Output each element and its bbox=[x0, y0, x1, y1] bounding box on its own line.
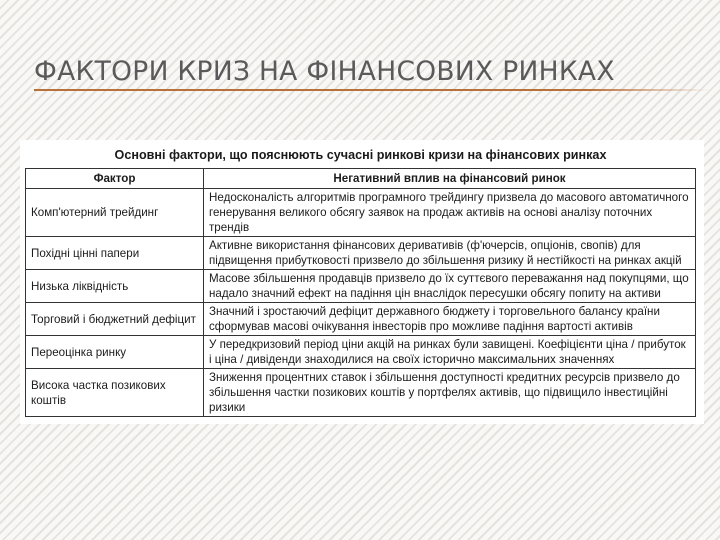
header-impact: Негативний вплив на фінансовий ринок bbox=[204, 169, 696, 189]
impact-cell: Недосконалість алгоритмів програмного трейдингу призвела до масового автоматичного генерування великого обсягу заявок на продаж активів на основі аналізу поточних трендів bbox=[204, 189, 696, 237]
table-row bbox=[26, 369, 696, 417]
factor-cell: Низька ліквідність bbox=[26, 270, 204, 303]
table-row bbox=[26, 237, 696, 270]
table-card bbox=[20, 140, 704, 424]
slide-title: ФАКТОРИ КРИЗ НА ФІНАНСОВИХ РИНКАХ bbox=[34, 56, 615, 87]
factor-cell: Похідні цінні папери bbox=[26, 237, 204, 270]
impact-cell: Значний і зростаючий дефіцит державного бюджету і торговельного балансу країни сформував масові очікування інвесторів про можливе падіння вартості активів bbox=[204, 303, 696, 336]
table-row bbox=[26, 303, 696, 336]
table-row bbox=[26, 336, 696, 369]
factor-cell: Висока частка позикових коштів bbox=[26, 369, 204, 417]
factor-cell: Торговий і бюджетний дефіцит bbox=[26, 303, 204, 336]
title-underline bbox=[34, 89, 710, 91]
table-caption: Основні фактори, що пояснюють сучасні ринкові кризи на фінансових ринках bbox=[114, 148, 607, 162]
table-header-row bbox=[26, 169, 696, 189]
header-factor: Фактор bbox=[26, 169, 204, 189]
impact-cell: У передкризовий період ціни акцій на ринках були завищені. Коефіцієнти ціна / прибуток і ціна / дивіденди знаходилися на своїх історично максимальних значеннях bbox=[204, 336, 696, 369]
factor-cell: Переоцінка ринку bbox=[26, 336, 204, 369]
table-row bbox=[26, 270, 696, 303]
factors-table bbox=[25, 168, 696, 417]
impact-cell: Активне використання фінансових деривативів (ф'ючерсів, опціонів, свопів) для підвищення прибутковості призвело до збільшення ризику й нестійкості на ринках акцій bbox=[204, 237, 696, 270]
factor-cell: Комп'ютерний трейдинг bbox=[26, 189, 204, 237]
impact-cell: Зниження процентних ставок і збільшення доступності кредитних ресурсів призвело до збільшення частки позикових коштів у портфелях активів, що підвищило інвестиційні ризики bbox=[204, 369, 696, 417]
table-row bbox=[26, 189, 696, 237]
impact-cell: Масове збільшення продавців призвело до їх суттєвого переважання над покупцями, що надало значний ефект на падіння цін внаслідок пересушки обсягу попиту на активи bbox=[204, 270, 696, 303]
